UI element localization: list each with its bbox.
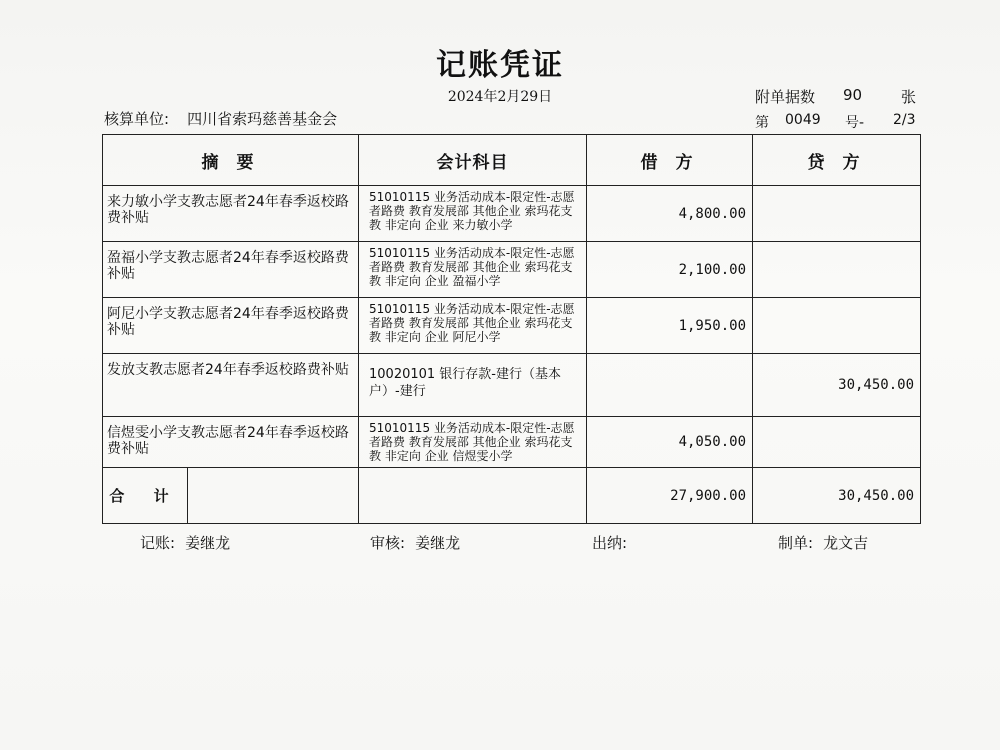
row-account: 51010115 业务活动成本-限定性-志愿者路费 教育发展部 其他企业 索玛花支教 非定向 企业 来力敏小学 xyxy=(369,190,575,232)
preparer-label: 制单: xyxy=(778,534,814,552)
table-header-row xyxy=(103,135,921,186)
table-row xyxy=(103,298,921,354)
row-debit: 2,100.00 xyxy=(587,242,753,298)
table-row xyxy=(103,354,921,417)
total-debit: 27,900.00 xyxy=(587,468,753,524)
table-row xyxy=(103,186,921,242)
voucher-title: 记账凭证 xyxy=(436,48,564,83)
attachment-count xyxy=(755,86,920,107)
total-row xyxy=(103,468,921,524)
row-summary: 发放支教志愿者24年春季返校路费补贴 xyxy=(107,362,349,378)
seq-page: 2/3 xyxy=(893,112,916,128)
row-summary: 信煜雯小学支教志愿者24年春季返校路费补贴 xyxy=(107,425,349,457)
preparer-name: 龙文吉 xyxy=(823,534,869,552)
signature-bookkeeper xyxy=(140,532,230,553)
cashier-label: 出纳: xyxy=(592,534,628,552)
table-row xyxy=(103,417,921,468)
reviewer-name: 姜继龙 xyxy=(415,534,461,552)
header-credit: 贷 方 xyxy=(753,135,921,186)
total-credit: 30,450.00 xyxy=(753,468,921,524)
bookkeeper-label: 记账: xyxy=(140,534,176,552)
reviewer-label: 审核: xyxy=(370,534,406,552)
voucher-table xyxy=(102,134,921,524)
unit-label: 核算单位: xyxy=(104,110,170,128)
signature-reviewer xyxy=(370,532,460,553)
accounting-unit xyxy=(104,108,337,129)
bookkeeper-name: 姜继龙 xyxy=(185,534,231,552)
row-debit xyxy=(587,354,753,417)
seq-number: 0049 xyxy=(785,112,821,128)
row-summary: 来力敏小学支教志愿者24年春季返校路费补贴 xyxy=(107,194,349,226)
row-summary: 阿尼小学支教志愿者24年春季返校路费补贴 xyxy=(107,306,349,338)
header-account: 会计科目 xyxy=(359,135,587,186)
total-label: 合 计 xyxy=(103,468,188,523)
row-debit: 4,050.00 xyxy=(587,417,753,468)
unit-value: 四川省索玛慈善基金会 xyxy=(187,110,338,128)
row-credit: 30,450.00 xyxy=(753,354,921,417)
attach-label: 附单据数 xyxy=(755,88,816,106)
row-account: 51010115 业务活动成本-限定性-志愿者路费 教育发展部 其他企业 索玛花支教 非定向 企业 阿尼小学 xyxy=(369,302,575,344)
table-row xyxy=(103,242,921,298)
signature-cashier xyxy=(592,532,637,553)
row-credit xyxy=(753,298,921,354)
row-account: 51010115 业务活动成本-限定性-志愿者路费 教育发展部 其他企业 索玛花支教 非定向 企业 信煜雯小学 xyxy=(369,421,575,463)
attach-unit: 张 xyxy=(901,88,917,106)
header-summary: 摘 要 xyxy=(103,135,359,186)
header-debit: 借 方 xyxy=(587,135,753,186)
seq-mid: 号- xyxy=(845,115,865,131)
row-debit: 1,950.00 xyxy=(587,298,753,354)
signature-preparer xyxy=(778,532,868,553)
row-debit: 4,800.00 xyxy=(587,186,753,242)
attach-number: 90 xyxy=(843,86,863,104)
voucher-date: 2024年2月29日 xyxy=(447,89,553,105)
row-account: 10020101 银行存款-建行（基本户）-建行 xyxy=(369,367,561,399)
row-credit xyxy=(753,186,921,242)
row-summary: 盈福小学支教志愿者24年春季返校路费补贴 xyxy=(107,250,349,282)
row-account: 51010115 业务活动成本-限定性-志愿者路费 教育发展部 其他企业 索玛花支教 非定向 企业 盈福小学 xyxy=(369,246,575,288)
seq-prefix: 第 xyxy=(755,115,769,131)
row-credit xyxy=(753,242,921,298)
row-credit xyxy=(753,417,921,468)
